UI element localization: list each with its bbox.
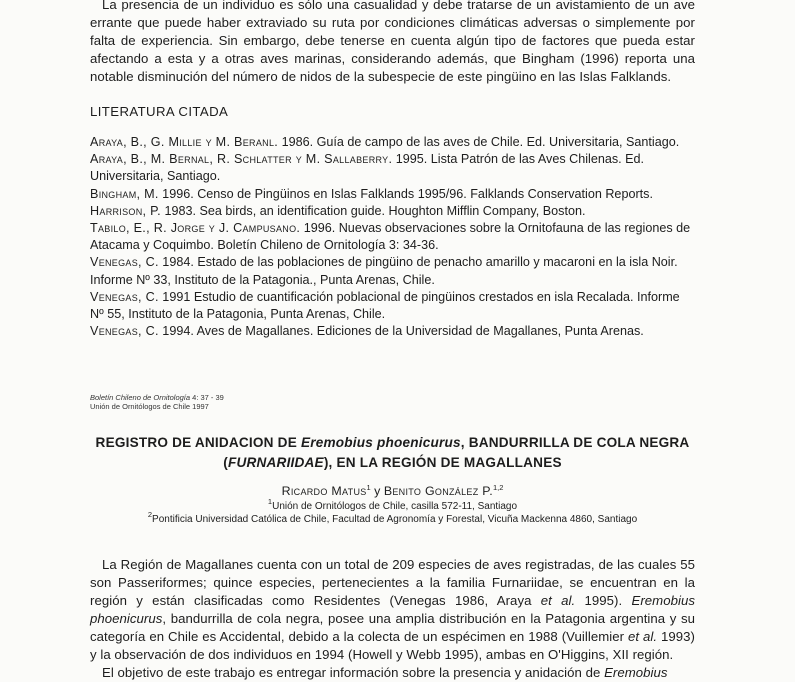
reference-text: 1996. Nuevas observaciones sobre la Ornitofauna de las regiones de Atacama y Coquimbo. Boletín Chileno de Ornitología 3: 34-36. — [90, 221, 691, 253]
author-1-sup: 1 — [366, 483, 371, 492]
title-species: Eremobius phoenicurus — [300, 435, 461, 450]
reference-authors: Araya, B., M. Bernal, R. Schlatter y M. Sallaberry. — [90, 152, 393, 167]
article-authors — [90, 484, 695, 498]
reference-authors: Venegas, C. — [90, 324, 159, 339]
body-text: La Región de Magallanes cuenta con un total de 209 especies de aves registradas, de las cuales 55 son Passeriformes; quince especies, pertenecientes a la familia Furnariidae, se encuentran en la región y están clasificadas como Residentes (Venegas 1986, Araya — [90, 557, 695, 608]
title-family: FURNARIIDAE — [227, 455, 324, 470]
title-part: , BANDURRILLA DE COLA NEGRA — [460, 435, 690, 450]
reference-authors: Harrison, P. — [90, 203, 161, 218]
title-part: ), EN LA REGIÓN DE MAGALLANES — [323, 455, 562, 470]
reference-text: 1996. Censo de Pingüinos en Islas Falklands 1995/96. Falklands Conservation Reports. — [158, 186, 653, 201]
reference-item — [90, 254, 695, 288]
journal-publisher: Unión de Ornitólogos de Chile 1997 — [90, 402, 209, 411]
body-text: El objetivo de este trabajo es entregar información sobre la presencia y anidación de — [102, 665, 605, 680]
body-paragraph-1 — [90, 556, 695, 664]
reference-text: 1983. Sea birds, an identification guide. Houghton Mifflin Company, Boston. — [160, 203, 586, 218]
body-italic: et al. — [627, 629, 658, 644]
affil-1-text: Unión de Ornitólogos de Chile, casilla 572-11, Santiago — [272, 501, 518, 512]
intro-text: La presencia de un individuo es sólo una casualidad y debe tratarse de un avistamiento de un ave errante que puede haber extraviado su ruta por condiciones climáticas adversas o simplemente por falta de experiencia. Sin embargo, debe tenerse en cuenta algún tipo de factores que pueda estar afectando a esta y a otras aves marinas, considerando además, que Bingham (1996) reporta una notable disminución del número de nidos de la subespecie de este pingüino en las Islas Falklands. — [90, 0, 695, 84]
affiliations — [90, 497, 695, 526]
reference-text: 1995. Lista Patrón de las Aves Chilenas. Ed. Universitaria, Santiago. — [90, 152, 645, 184]
reference-text: 1991 Estudio de cuantificación poblacional de pingüinos crestados en isla Recalada. Informe Nº 55, Instituto de la Patagonia, Punta Arenas, Chile. — [90, 289, 680, 322]
affil-2-text: Pontificia Universidad Católica de Chile, Facultad de Agronomía y Forestal, Vicuña Mackenna 4860, Santiago — [152, 513, 638, 525]
author-2-sup: 1,2 — [492, 483, 504, 492]
reference-item — [90, 220, 695, 254]
reference-authors: Venegas, C. — [90, 255, 159, 270]
article-title — [90, 433, 695, 473]
reference-text: 1984. Estado de las poblaciones de pingüino de penacho amarillo y macaroni en la isla Noir. Informe Nº 33, Instituto de la Patagonia., Punta Arenas, Chile. — [90, 255, 678, 287]
body-text: 1993) y la observación de dos individuos en 1994 (Howell y Webb 1995), ambas en O'Higgins, XII región. — [90, 629, 695, 662]
reference-item — [90, 186, 695, 203]
body-text: 1995). — [575, 593, 632, 608]
reference-item — [90, 323, 695, 340]
reference-item — [90, 134, 695, 151]
affiliation-2 — [90, 509, 695, 527]
reference-item — [90, 151, 695, 185]
reference-authors: Venegas, C. — [90, 289, 159, 304]
author-2: Benito González P. — [383, 484, 493, 498]
body-italic: et al. — [540, 593, 576, 608]
body-text: , bandurrilla de cola negra, posee una amplia distribución en la Patagonia argentina y su categoría en Chile es Accidental, debido a la colecta de un espécimen en 1988 (Vuillemier — [90, 611, 695, 644]
reference-authors: Tabilo, E., R. Jorge y J. Campusano. — [90, 221, 301, 236]
author-and: y — [370, 484, 384, 498]
reference-text: 1986. Guía de campo de las aves de Chile. Ed. Universitaria, Santiago. — [278, 135, 680, 149]
journal-reference — [90, 393, 695, 411]
body-species: Eremobius phoenicurus — [90, 593, 695, 626]
author-1: Ricardo Matus — [281, 484, 367, 498]
reference-authors: Bingham, M. — [90, 186, 159, 201]
title-part: REGISTRO DE ANIDACION DE — [95, 435, 301, 450]
body-species: Eremobius — [604, 665, 668, 680]
affil-1-sup: 1 — [267, 497, 273, 506]
references-list — [90, 134, 695, 340]
reference-authors: Araya, B., G. Millie y M. Beranl. — [90, 135, 279, 149]
reference-text: 1994. Aves de Magallanes. Ediciones de la Universidad de Magallanes, Punta Arenas. — [158, 324, 644, 339]
reference-item — [90, 289, 695, 323]
references-heading: LITERATURA CITADA — [90, 104, 229, 119]
affiliation-1 — [90, 497, 695, 514]
reference-item — [90, 203, 695, 220]
intro-paragraph — [90, 0, 695, 86]
body-paragraph-2 — [90, 664, 695, 682]
title-part: ( — [223, 455, 228, 470]
journal-pages: 4: 37 - 39 — [190, 393, 224, 402]
affil-2-sup: 2 — [147, 509, 153, 519]
journal-name: Boletín Chileno de Ornitología — [90, 393, 191, 402]
